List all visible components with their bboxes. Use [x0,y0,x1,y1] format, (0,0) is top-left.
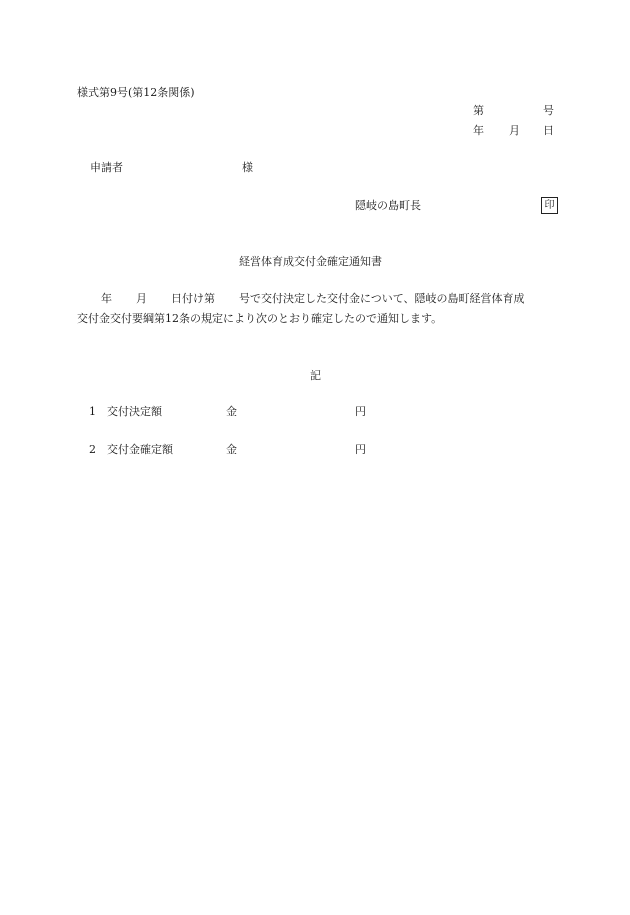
item-label: 交付金確定額 [107,443,173,456]
item-label: 交付決定額 [107,405,162,418]
body-date-label: 日付け第 [171,292,215,305]
applicant-honorific: 様 [242,161,253,174]
form-number: 様式第9号(第12条関係) [77,86,195,99]
item-number: 1 [89,405,96,418]
document-number-suffix: 号 [543,104,554,117]
currency-unit: 円 [355,405,366,418]
body-year-label: 年 [101,292,112,305]
amount-prefix: 金 [226,443,237,456]
item-number: 2 [89,443,96,456]
date-month-label: 月 [509,124,520,137]
body-month-label: 月 [136,292,147,305]
document-title: 経営体育成交付金確定通知書 [239,255,382,268]
seal-mark: 印 [541,197,558,214]
document-number-prefix: 第 [473,104,484,117]
currency-unit: 円 [355,443,366,456]
amount-prefix: 金 [226,405,237,418]
applicant-label: 申請者 [90,161,123,174]
list-item [89,405,389,419]
list-item [89,443,389,457]
body-text-rest: 号で交付決定した交付金について、隠岐の島町経営体育成 [239,292,525,305]
body-paragraph-line-2: 交付金交付要綱第12条の規定により次のとおり確定したので通知します。 [77,312,443,325]
issuer-name: 隠岐の島町長 [355,199,421,212]
date-year-label: 年 [473,124,484,137]
date-day-label: 日 [543,124,554,137]
ki-heading: 記 [310,369,321,382]
body-paragraph-line-1 [101,292,525,306]
